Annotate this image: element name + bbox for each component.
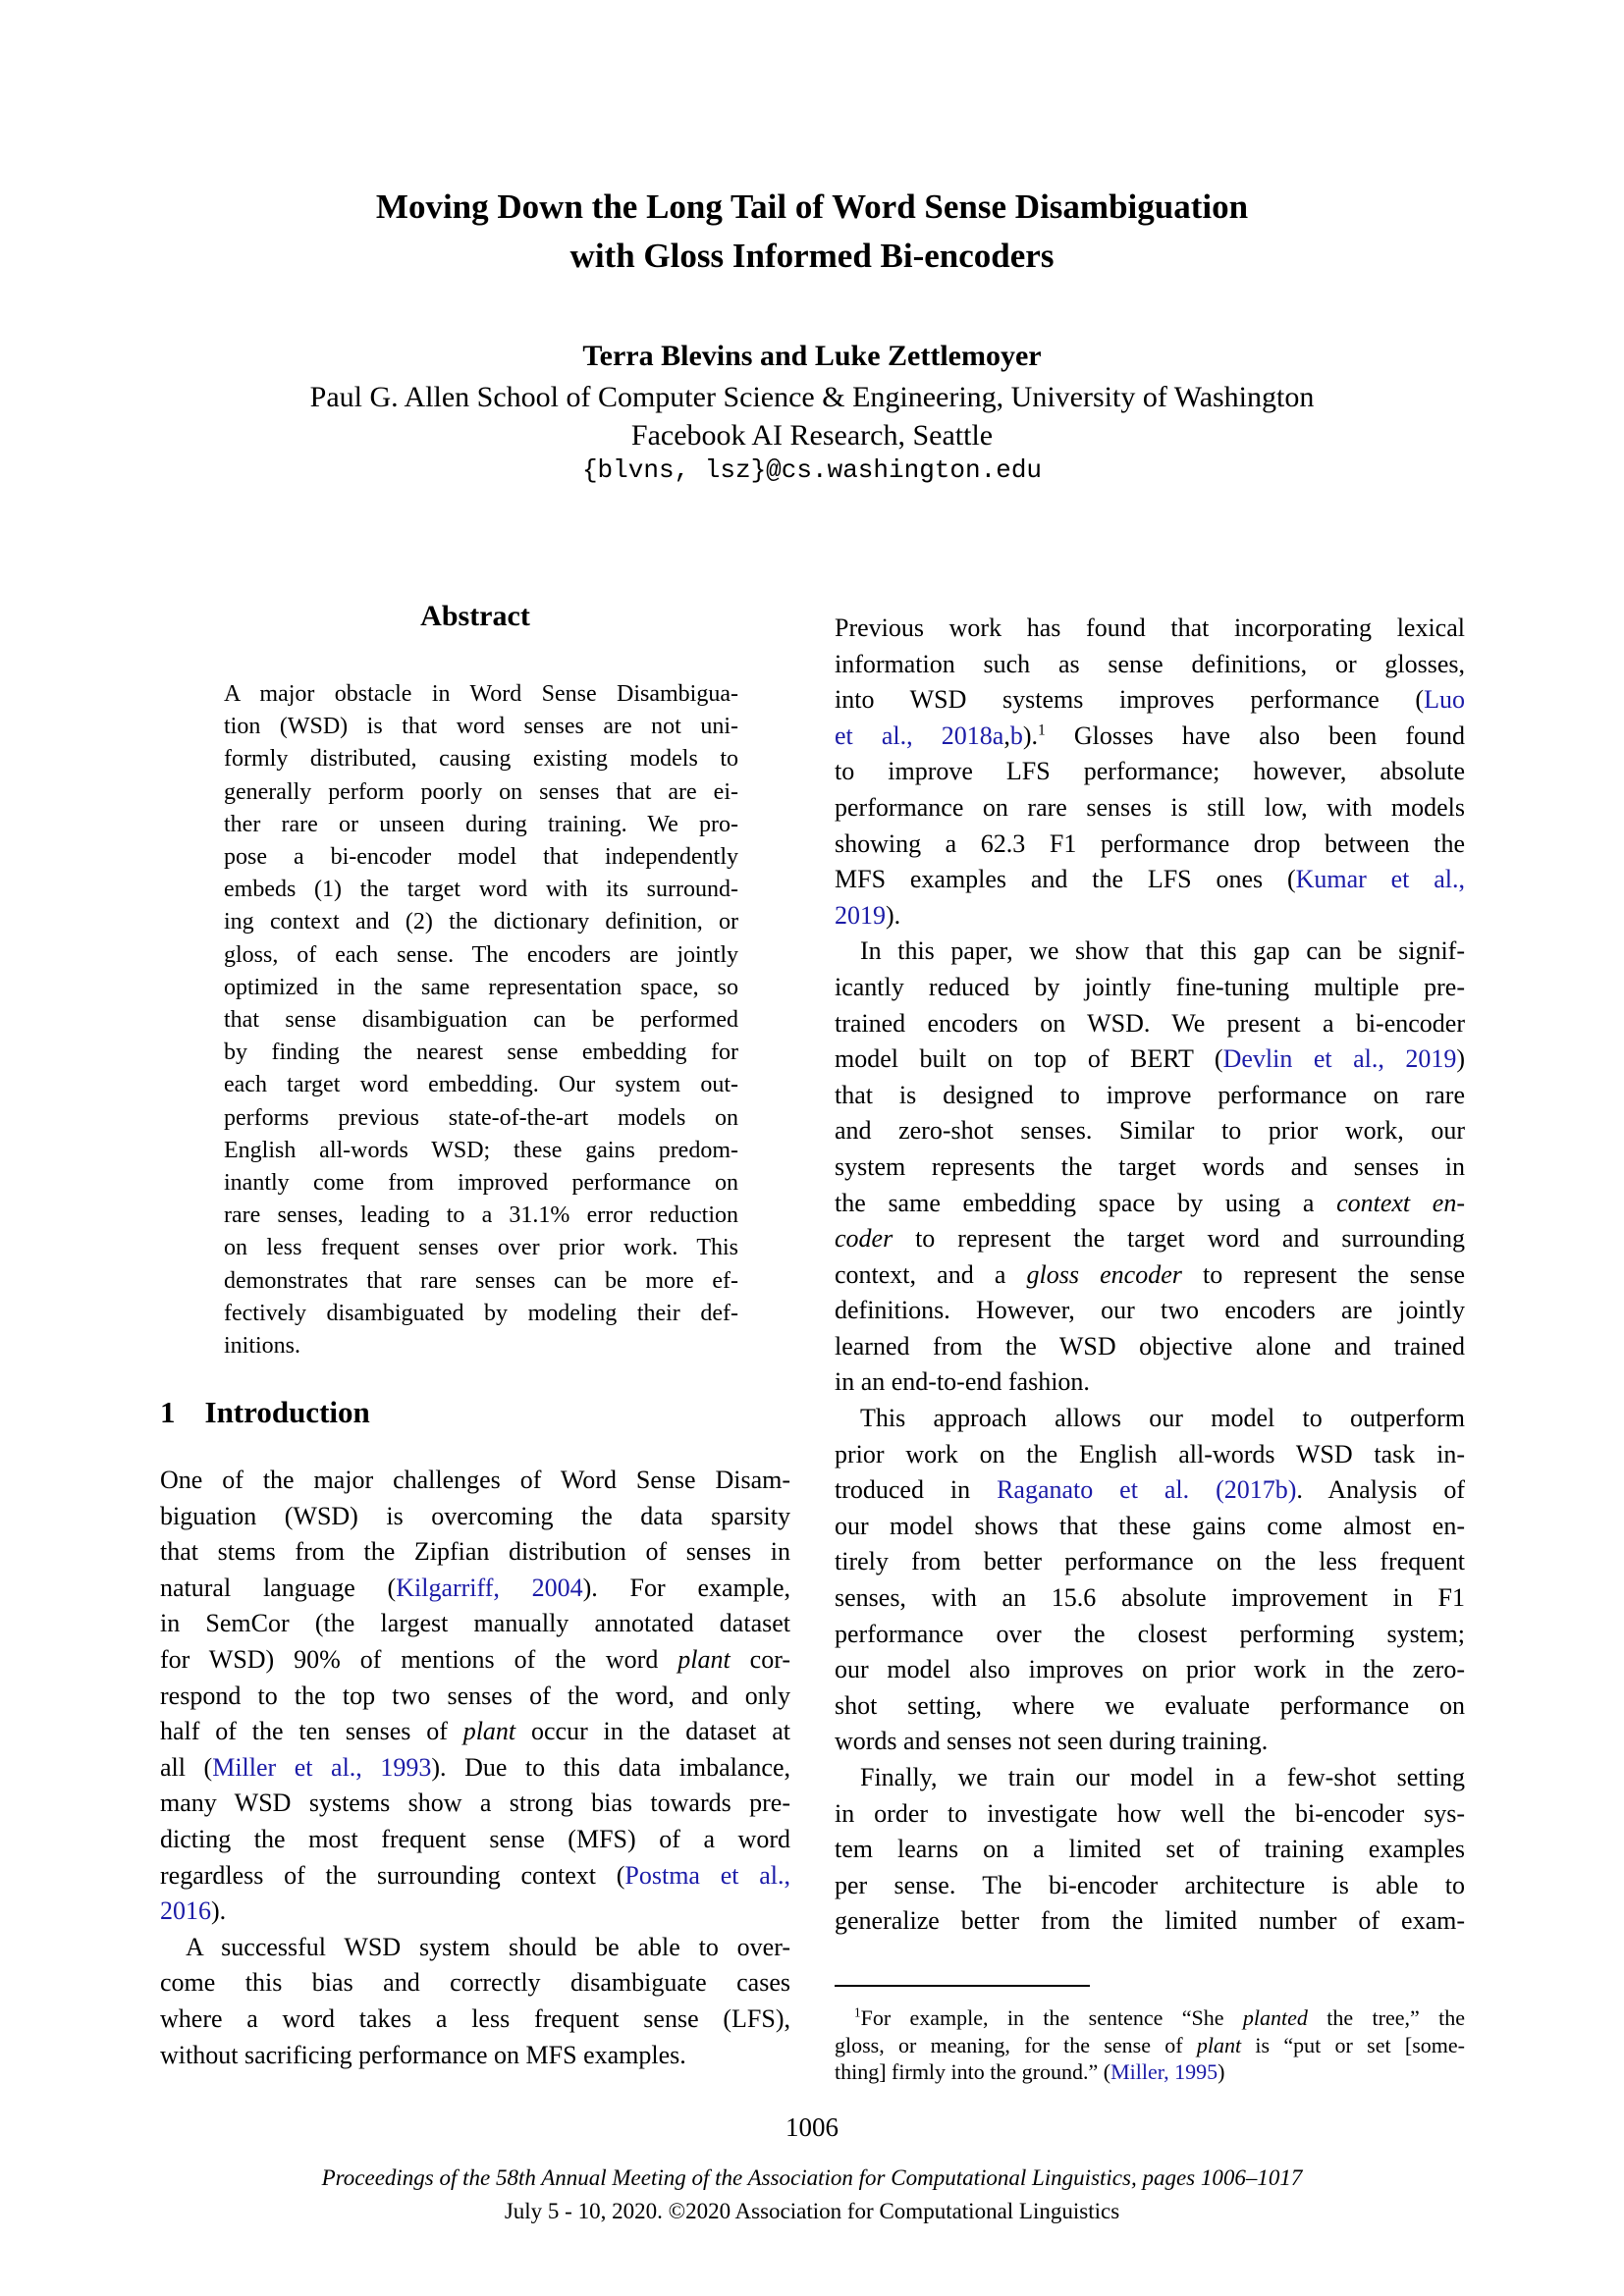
citation-link[interactable]: Kumar et al., <box>1295 865 1465 894</box>
text-line <box>160 1571 790 1607</box>
text-run: natural language ( <box>160 1573 397 1602</box>
authors: Terra Blevins and Luke Zettlemoyer <box>582 340 1042 372</box>
text-line <box>835 1041 1465 1078</box>
text-run: In this paper, we show that this gap can be signif- <box>860 936 1465 966</box>
text-run: context, and a <box>835 1259 1027 1289</box>
text-line <box>224 1135 738 1167</box>
text-line <box>835 1186 1465 1222</box>
text-line <box>835 682 1465 719</box>
text-run: to represent the sense <box>1181 1259 1466 1289</box>
text-run: trained encoders on WSD. We present a bi-encoder <box>835 1008 1465 1038</box>
text-run: where a word takes a less frequent sense (LFS), <box>160 2003 790 2033</box>
text-run: for WSD) 90% of mentions of the word <box>160 1644 678 1674</box>
text-line <box>160 2038 790 2074</box>
text-line <box>224 906 738 938</box>
section-title: Introduction <box>204 1395 370 1429</box>
text-line <box>835 1796 1465 1833</box>
text-run: performance on rare senses is still low, with models <box>835 792 1465 822</box>
intro-paragraph-1 <box>160 1463 790 1930</box>
text-line <box>835 934 1465 970</box>
text-line <box>835 1364 1465 1401</box>
text-line <box>224 841 738 874</box>
text-line <box>835 790 1465 827</box>
emphasis-text: gloss encoder <box>1026 1259 1182 1289</box>
text-line <box>835 1472 1465 1509</box>
affiliation-2: Facebook AI Research, Seattle <box>630 419 994 452</box>
paper-title <box>0 183 1624 281</box>
citation-link[interactable]: Miller et al., 1993 <box>212 1752 432 1782</box>
text-run: tirely from better performance on the less frequent <box>835 1547 1465 1576</box>
text-run: gloss, of each sense. The encoders are jointly <box>224 941 738 968</box>
text-run: ther rare or unseen during training. We pro- <box>224 811 738 837</box>
right-paragraph-1 <box>835 611 1465 934</box>
text-line <box>835 1832 1465 1868</box>
text-run: For example, in the sentence “She <box>860 2005 1243 2030</box>
abstract-heading: Abstract <box>420 600 530 632</box>
text-run: ). <box>1022 721 1038 750</box>
text-run: embeds (1) the target word with its surround- <box>224 877 738 903</box>
text-run: demonstrates that rare senses can be more ef- <box>224 1267 738 1294</box>
paper-title-line2: with Gloss Informed Bi-encoders <box>569 237 1055 275</box>
citation-link[interactable]: 2019 <box>835 900 886 930</box>
text-run: , <box>1003 721 1010 750</box>
text-line <box>160 1679 790 1715</box>
text-run: A successful WSD system should be able to over- <box>186 1932 790 1961</box>
text-line <box>224 711 738 743</box>
text-run: generalize better from the limited number of exam- <box>835 1906 1465 1936</box>
text-run: in order to investigate how well the bi-encoder sys- <box>835 1798 1465 1828</box>
text-run: formly distributed, causing existing models to <box>224 746 738 773</box>
text-run: occur in the dataset at <box>515 1717 790 1746</box>
right-paragraph-3 <box>835 1401 1465 1760</box>
text-run: ing context and (2) the dictionary definition, or <box>224 909 738 935</box>
text-run: troduced in <box>835 1475 998 1505</box>
proceedings-footer-line1: Proceedings of the 58th Annual Meeting of the Association for Computational Linguistics, pages 1006–1017 <box>321 2165 1303 2190</box>
text-run: learned from the WSD objective alone and trained <box>835 1331 1465 1361</box>
text-run: English all-words WSD; these gains predom- <box>224 1137 738 1163</box>
citation-link[interactable]: 2016 <box>160 1896 211 1926</box>
emphasis-text: planted <box>1242 2005 1308 2030</box>
text-line <box>224 809 738 841</box>
text-line <box>224 1037 738 1069</box>
text-run: pose a bi-encoder model that independently <box>224 844 738 871</box>
text-line <box>835 1401 1465 1437</box>
text-run: that sense disambiguation can be performed <box>224 1007 738 1034</box>
text-run: regardless of the surrounding context ( <box>160 1860 625 1890</box>
text-line <box>835 1868 1465 1904</box>
text-line <box>835 1293 1465 1329</box>
text-line <box>835 1617 1465 1653</box>
text-line <box>835 1329 1465 1365</box>
right-paragraph-4 <box>835 1760 1465 1940</box>
abstract-body <box>224 678 738 1362</box>
text-line <box>835 1221 1465 1257</box>
text-line <box>835 1544 1465 1580</box>
citation-link[interactable]: Luo <box>1424 685 1465 715</box>
text-line <box>224 874 738 906</box>
text-line <box>160 1965 790 2002</box>
text-line <box>835 2032 1465 2059</box>
text-run: by finding the nearest sense embedding for <box>224 1040 738 1066</box>
text-run: Finally, we train our model in a few-shot setting <box>860 1763 1465 1791</box>
text-run: prior work on the English all-words WSD task in- <box>835 1439 1465 1468</box>
text-run: the same embedding space by using a <box>835 1188 1337 1217</box>
emphasis-text: context en- <box>1336 1188 1466 1217</box>
text-line <box>835 1509 1465 1545</box>
text-run: tion (WSD) is that word senses are not uni- <box>224 714 738 740</box>
text-run: biguation (WSD) is overcoming the data sparsity <box>160 1501 790 1530</box>
text-line <box>160 1499 790 1535</box>
text-line <box>835 1257 1465 1294</box>
text-line <box>835 719 1465 755</box>
page-number: 1006 <box>785 2112 839 2142</box>
text-line <box>160 1463 790 1499</box>
text-line <box>224 1232 738 1264</box>
text-line <box>835 1149 1465 1186</box>
text-run: the tree,” the <box>1307 2005 1465 2030</box>
text-line <box>224 1069 738 1101</box>
text-line <box>224 1004 738 1037</box>
emphasis-text: plant <box>1196 2032 1242 2057</box>
text-line <box>160 1642 790 1679</box>
text-line <box>835 1724 1465 1760</box>
text-line <box>224 1167 738 1200</box>
text-line <box>835 1760 1465 1796</box>
text-line <box>835 827 1465 863</box>
text-run: each target word embedding. Our system out- <box>224 1072 738 1098</box>
text-run: without sacrificing performance on MFS examples. <box>160 2040 686 2069</box>
emphasis-text: plant <box>462 1717 516 1746</box>
text-run: to improve LFS performance; however, absolute <box>835 757 1465 786</box>
text-run: in an end-to-end fashion. <box>835 1367 1090 1397</box>
citation-link[interactable]: b <box>1009 721 1023 750</box>
emphasis-text: plant <box>677 1644 731 1674</box>
text-run: generally perform poorly on senses that are ei- <box>224 778 738 805</box>
text-run: our model also improves on prior work in the zero- <box>835 1655 1465 1684</box>
footnote <box>835 2004 1465 2086</box>
left-column-body <box>160 1463 790 2073</box>
text-line <box>835 647 1465 683</box>
section-number: 1 <box>160 1395 176 1429</box>
text-line <box>835 970 1465 1006</box>
text-run: ). <box>211 1896 227 1926</box>
text-run: rare senses, leading to a 31.1% error reduction <box>224 1202 738 1229</box>
text-line <box>835 1113 1465 1149</box>
text-run: in SemCor (the largest manually annotated dataset <box>160 1609 790 1638</box>
text-run: half of the ten senses of <box>160 1717 463 1746</box>
text-line <box>835 1903 1465 1940</box>
text-line <box>835 862 1465 898</box>
text-run: thing] firmly into the ground.” ( <box>835 2059 1111 2084</box>
text-line <box>835 2058 1465 2086</box>
text-run: One of the major challenges of Word Sense Disam- <box>160 1466 790 1494</box>
text-run: all ( <box>160 1752 213 1782</box>
text-run: tem learns on a limited set of training examples <box>835 1835 1465 1864</box>
text-line <box>224 776 738 809</box>
text-run: that is designed to improve performance on rare <box>835 1080 1465 1109</box>
text-line <box>160 1894 790 1930</box>
text-run: senses, with an 15.6 absolute improvement in F1 <box>835 1583 1465 1613</box>
citation-link[interactable]: Miller, 1995 <box>1110 2059 1218 2084</box>
text-run: and zero-shot senses. Similar to prior work, our <box>835 1116 1465 1146</box>
text-line <box>160 1750 790 1787</box>
text-run: shot setting, where we evaluate performance on <box>835 1690 1465 1720</box>
text-run: that stems from the Zipfian distribution of senses in <box>160 1537 790 1567</box>
text-run: . Analysis of <box>1296 1475 1466 1505</box>
text-line <box>160 1606 790 1642</box>
text-line <box>835 1078 1465 1114</box>
text-run: This approach allows our model to outperform <box>860 1404 1465 1433</box>
text-line <box>224 1102 738 1135</box>
citation-link[interactable]: Raganato et al. (2017b) <box>997 1475 1297 1505</box>
text-run: words and senses not seen during training. <box>835 1727 1269 1756</box>
text-run: ). Due to this data imbalance, <box>431 1752 790 1782</box>
text-run: gloss, or meaning, for the sense of <box>835 2032 1197 2057</box>
text-line <box>835 1006 1465 1042</box>
text-run: performs previous state-of-the-art models on <box>224 1104 738 1131</box>
text-run: to represent the target word and surrounding <box>893 1224 1465 1254</box>
footnote-marker: 1 <box>1037 721 1046 739</box>
text-run: Previous work has found that incorporating lexical <box>835 614 1465 642</box>
text-line <box>224 972 738 1004</box>
text-run: optimized in the same representation space, so <box>224 974 738 1000</box>
text-line <box>160 1534 790 1571</box>
citation-link[interactable]: Kilgarriff, 2004 <box>396 1573 583 1602</box>
author-emails: {blvns, lsz}@cs.washington.edu <box>581 455 1043 485</box>
affiliation-1: Paul G. Allen School of Computer Science & Engineering, University of Washington <box>309 381 1315 413</box>
footnote-marker: 1 <box>854 2004 861 2020</box>
text-run: respond to the top two senses of the word, and only <box>160 1681 790 1710</box>
text-run: on less frequent senses over prior work. This <box>224 1235 738 1261</box>
paper-title-line1: Moving Down the Long Tail of Word Sense Disambiguation <box>375 187 1249 226</box>
text-run: showing a 62.3 F1 performance drop between the <box>835 828 1465 858</box>
text-line <box>224 939 738 972</box>
text-line <box>835 898 1465 934</box>
text-line <box>224 678 738 711</box>
text-line <box>224 743 738 775</box>
text-line <box>160 1822 790 1858</box>
intro-paragraph-2 <box>160 1930 790 2073</box>
proceedings-footer-line2: July 5 - 10, 2020. ©2020 Association for Computational Linguistics <box>504 2199 1120 2223</box>
citation-link[interactable]: Postma et al., <box>624 1860 790 1890</box>
footnote-rule <box>835 1985 1090 1987</box>
text-run: into WSD systems improves performance ( <box>835 685 1425 715</box>
right-paragraph-2 <box>835 934 1465 1401</box>
text-line <box>224 1330 738 1362</box>
text-line <box>835 1652 1465 1688</box>
emphasis-text: coder <box>835 1224 893 1254</box>
text-line <box>835 754 1465 790</box>
text-run: model built on top of BERT ( <box>835 1044 1223 1074</box>
text-run: Glosses have also been found <box>1045 721 1465 750</box>
text-run: cor- <box>730 1644 790 1674</box>
text-line <box>835 611 1465 647</box>
text-line <box>835 1580 1465 1617</box>
section-heading-introduction <box>160 1395 790 1430</box>
text-line <box>224 1265 738 1298</box>
text-run: fectively disambiguated by modeling their def- <box>224 1300 738 1326</box>
text-run: ). For example, <box>582 1573 791 1602</box>
text-run: system represents the target words and senses in <box>835 1151 1465 1181</box>
text-run: icantly reduced by jointly fine-tuning multiple pre- <box>835 972 1465 1001</box>
text-run: MFS examples and the LFS ones ( <box>835 865 1296 894</box>
text-run: information such as sense definitions, or glosses, <box>835 649 1465 678</box>
text-run: is “put or set [some- <box>1241 2032 1466 2057</box>
text-run: our model shows that these gains come almost en- <box>835 1511 1465 1540</box>
text-run: come this bias and correctly disambiguate cases <box>160 1968 790 1998</box>
text-run: A major obstacle in Word Sense Disambigua- <box>224 681 738 707</box>
citation-link[interactable]: et al., 2018a <box>835 721 1004 750</box>
text-run: ) <box>1456 1044 1465 1074</box>
text-run: performance over the closest performing system; <box>835 1619 1465 1648</box>
text-line <box>160 1858 790 1895</box>
citation-link[interactable]: Devlin et al., 2019 <box>1222 1044 1457 1074</box>
text-run: inantly come from improved performance on <box>224 1170 738 1197</box>
text-run: definitions. However, our two encoders are jointly <box>835 1296 1465 1325</box>
text-line <box>160 1714 790 1750</box>
text-run: ). <box>886 900 901 930</box>
text-line <box>835 1688 1465 1725</box>
text-run: initions. <box>224 1333 301 1360</box>
text-line <box>160 1930 790 1966</box>
text-line <box>160 1786 790 1822</box>
text-line <box>835 2004 1465 2032</box>
text-line <box>224 1298 738 1330</box>
text-run: dicting the most frequent sense (MFS) of a word <box>160 1824 790 1853</box>
text-run: per sense. The bi-encoder architecture is able to <box>835 1870 1465 1899</box>
text-run: many WSD systems show a strong bias towards pre- <box>160 1789 790 1818</box>
text-line <box>224 1200 738 1232</box>
right-column-body <box>835 611 1465 1940</box>
text-line <box>835 1437 1465 1473</box>
text-run: ) <box>1218 2059 1225 2084</box>
text-line <box>160 2002 790 2038</box>
